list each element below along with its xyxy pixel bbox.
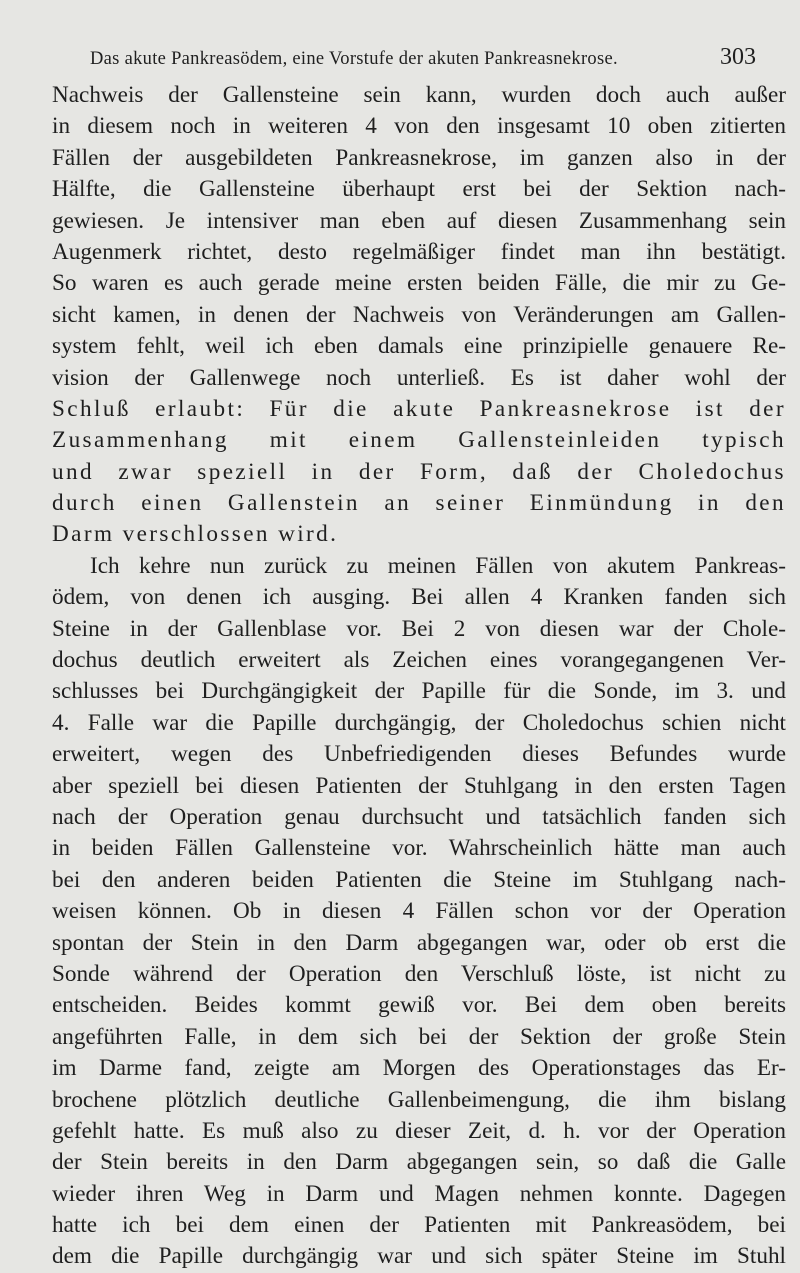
text-line: So waren es auch gerade meine ersten beiden Fälle, die mir zu Ge-: [52, 270, 786, 297]
text-line: wieder ihren Weg in Darm und Magen nehmen konnte. Dagegen: [52, 1180, 786, 1207]
text-line: sicht kamen, in denen der Nachweis von Veränderungen am Gallen-: [52, 301, 786, 328]
text-line: brochene plötzlich deutliche Gallenbeimengung, die ihm bislang: [52, 1086, 786, 1113]
text-line: gewiesen. Je intensiver man eben auf diesen Zusammenhang sein: [52, 207, 786, 234]
text-line: aber speziell bei diesen Patienten der Stuhlgang in den ersten Tagen: [52, 772, 786, 799]
text-line: bei den anderen beiden Patienten die Steine im Stuhlgang nach-: [52, 866, 786, 893]
text-line: ödem, von denen ich ausging. Bei allen 4 Kranken fanden sich: [52, 584, 786, 611]
page-number: 303: [720, 44, 756, 70]
text-line: in diesem noch in weiteren 4 von den insgesamt 10 oben zitierten: [52, 113, 786, 140]
text-line-emphasis: Zusammenhang mit einem Gallensteinleiden typisch: [52, 427, 786, 454]
text-line: dem die Papille durchgängig war und sich später Steine im Stuhl: [52, 1243, 786, 1270]
text-line: Steine in der Gallenblase vor. Bei 2 von diesen war der Chole-: [52, 615, 786, 642]
running-head: [90, 44, 756, 72]
text-line: erweitert, wegen des Unbefriedigenden dieses Befundes wurde: [52, 741, 786, 768]
text-line: gefehlt hatte. Es muß also zu dieser Zeit, d. h. vor der Operation: [52, 1117, 786, 1144]
text-line: spontan der Stein in den Darm abgegangen war, oder ob erst die: [52, 929, 786, 956]
text-line: in beiden Fällen Gallensteine vor. Wahrscheinlich hätte man auch: [52, 835, 786, 862]
text-line: entscheiden. Beides kommt gewiß vor. Bei dem oben bereits: [52, 992, 786, 1019]
text-line: schlusses bei Durchgängigkeit der Papille für die Sonde, im 3. und: [52, 678, 786, 705]
body-text: [52, 80, 786, 1273]
text-line-emphasis: und zwar speziell in der Form, daß der Choledochus: [52, 458, 786, 485]
text-line: angeführten Falle, in dem sich bei der Sektion der große Stein: [52, 1023, 786, 1050]
text-line: Nachweis der Gallensteine sein kann, wurden doch auch außer: [52, 82, 786, 108]
text-line-emphasis: Darm verschlossen wird.: [52, 521, 339, 548]
paragraph-start-line: Ich kehre nun zurück zu meinen Fällen von akutem Pankreas-: [90, 552, 786, 579]
text-line: der Stein bereits in den Darm abgegangen sein, so daß die Galle: [52, 1149, 786, 1176]
text-line: Fällen der ausgebildeten Pankreasnekrose, im ganzen also in der: [52, 144, 786, 171]
text-line: dochus deutlich erweitert als Zeichen eines vorangegangenen Ver-: [52, 647, 786, 674]
text-line: Hälfte, die Gallensteine überhaupt erst bei der Sektion nach-: [52, 176, 786, 203]
text-line: weisen können. Ob in diesen 4 Fällen schon vor der Operation: [52, 898, 786, 925]
text-line: im Darme fand, zeigte am Morgen des Operationstages das Er-: [52, 1055, 786, 1082]
text-line: Sonde während der Operation den Verschluß löste, ist nicht zu: [52, 960, 786, 987]
running-head-title: Das akute Pankreasödem, eine Vorstufe der akuten Pankreasnekrose.: [90, 49, 618, 69]
text-line: system fehlt, weil ich eben damals eine prinzipielle genauere Re-: [52, 333, 786, 360]
text-line: hatte ich bei dem einen der Patienten mit Pankreasödem, bei: [52, 1212, 786, 1239]
text-line: Augenmerk richtet, desto regelmäßiger findet man ihn bestätigt.: [52, 238, 786, 265]
text-line-emphasis: durch einen Gallenstein an seiner Einmündung in den: [52, 490, 786, 517]
text-line: nach der Operation genau durchsucht und tatsächlich fanden sich: [52, 803, 786, 830]
text-line: 4. Falle war die Papille durchgängig, der Choledochus schien nicht: [52, 709, 786, 736]
text-line-emphasis: Schluß erlaubt: Für die akute Pankreasnekrose ist der: [52, 395, 786, 422]
text-line: vision der Gallenwege noch unterließ. Es ist daher wohl der: [52, 364, 786, 391]
